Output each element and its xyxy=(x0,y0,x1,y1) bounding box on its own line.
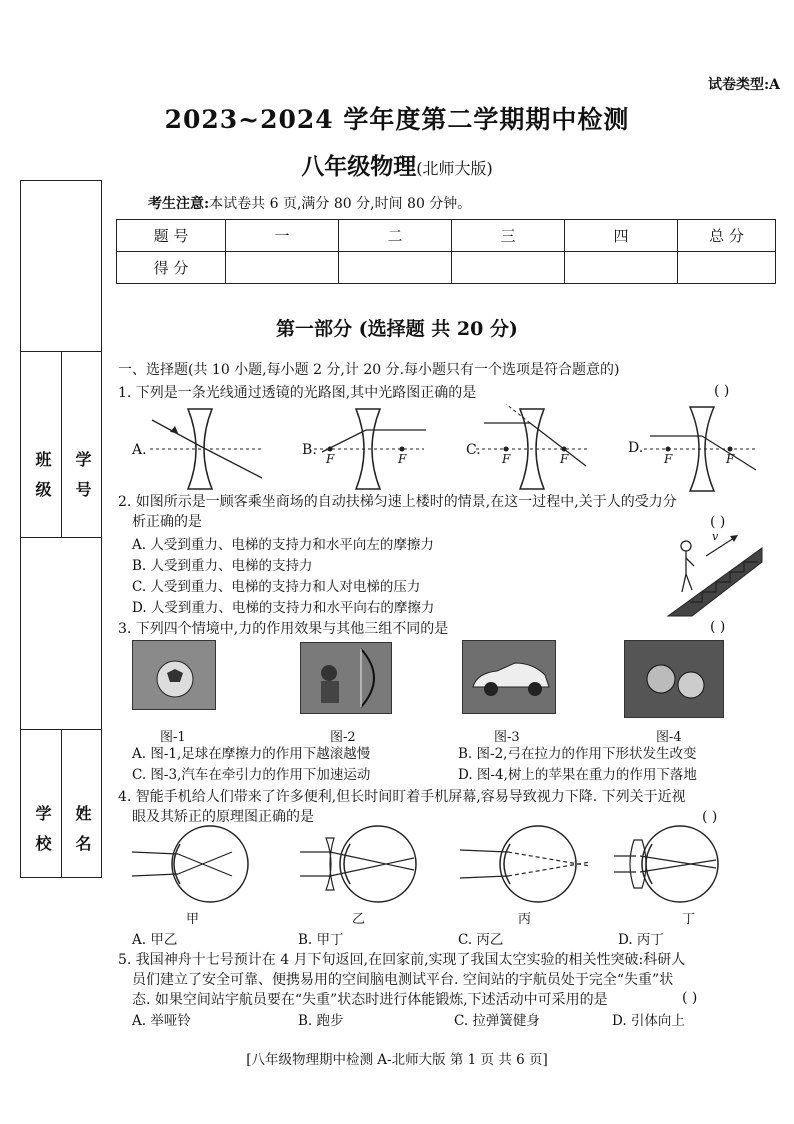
q5-option: B. 跑步 xyxy=(298,1013,344,1029)
eye-caption: 乙 xyxy=(352,912,366,927)
paper-type: 试卷类型:A xyxy=(707,77,780,93)
eye-caption: 甲 xyxy=(186,912,200,927)
score-row-label: 得 分 xyxy=(117,252,226,284)
question-4-stem: 4. 智能手机给人们带来了许多便利,但长时间盯着手机屏幕,容易导致视力下降. 下列关于近视 xyxy=(118,789,686,805)
focus-label: F xyxy=(726,452,735,466)
eye-diagram-yi xyxy=(300,826,416,902)
section-intro: 一、选择题(共 10 小题,每小题 2 分,计 20 分.每小题只有一个选项是符合题意的) xyxy=(118,362,620,378)
q5-option: C. 拉弹簧健身 xyxy=(454,1013,540,1029)
subtitle-main: 八年级物理 xyxy=(301,153,417,180)
q3-option: A. 图-1,足球在摩擦力的作用下越滚越慢 xyxy=(132,746,371,762)
score-cell: 二 xyxy=(339,220,452,252)
score-cell: 四 xyxy=(565,220,678,252)
q2-option: B. 人受到重力、电梯的支持力 xyxy=(132,558,313,574)
answer-bracket: ( ) xyxy=(714,383,730,399)
class-label: 班级 xyxy=(33,451,52,511)
figure-caption: 图-2 xyxy=(330,730,356,745)
question-5-line-1: 5. 我国神舟十七号预计在 4 月下旬返回,在回家前,实现了我国太空实验的相关性突破:科研人 xyxy=(118,952,686,968)
question-2-stem: 2. 如图所示是一顾客乘坐商场的自动扶梯匀速上楼时的情景,在这一过程中,关于人的受力分 xyxy=(118,494,677,510)
focus-label: F xyxy=(664,452,673,466)
focus-label: F xyxy=(398,452,407,466)
question-5-line-3: 态. 如果空间站宇航员要在“失重”状态时进行体能锻炼,下述活动中可采用的是 xyxy=(132,992,608,1008)
school-label: 学校 xyxy=(33,805,52,865)
question-5-line-2: 员们建立了安全可靠、便携易用的空间脑电测试平台. 空间站的宇航员处于完全“失重”状 xyxy=(132,972,674,988)
score-cell: 一 xyxy=(226,220,339,252)
question-1-stem: 1. 下列是一条光线通过透镜的光路图,其中光路图正确的是 xyxy=(118,385,477,401)
page-footer: [八年级物理期中检测 A-北师大版 第 1 页 共 6 页] xyxy=(246,1052,548,1068)
q1-option-label: B. xyxy=(302,442,317,458)
eye-diagram-jia xyxy=(132,826,248,902)
answer-bracket: ( ) xyxy=(710,514,726,530)
q5-option: D. 引体向上 xyxy=(612,1013,685,1029)
focus-label: F xyxy=(560,452,569,466)
notice-label: 考生注意: xyxy=(148,196,210,212)
eye-diagram-bing xyxy=(460,826,590,902)
q2-option: C. 人受到重力、电梯的支持力和人对电梯的压力 xyxy=(132,579,421,595)
eye-caption: 丁 xyxy=(682,912,696,927)
part-heading: 第一部分 (选择题 共 20 分) xyxy=(276,318,518,340)
name-label: 姓名 xyxy=(73,805,92,865)
focus-label: F xyxy=(502,452,511,466)
q1-option-label: C. xyxy=(466,442,481,458)
question-3-stem: 3. 下列四个情境中,力的作用效果与其他三组不同的是 xyxy=(118,621,449,637)
score-cell: 三 xyxy=(452,220,565,252)
velocity-label: v xyxy=(712,530,719,543)
q4-option: A. 甲乙 xyxy=(132,932,178,948)
exam-title: 2023~2024 学年度第二学期期中检测 xyxy=(164,105,630,134)
eye-diagram-ding xyxy=(614,826,718,902)
q3-option: B. 图-2,弓在拉力的作用下形状发生改变 xyxy=(458,746,697,762)
q3-option: C. 图-3,汽车在牵引力的作用下加速运动 xyxy=(132,767,371,783)
q2-option: A. 人受到重力、电梯的支持力和水平向左的摩擦力 xyxy=(132,537,434,553)
q4-option: C. 丙乙 xyxy=(458,932,504,948)
figure-caption: 图-1 xyxy=(160,730,186,745)
q4-option: D. 丙丁 xyxy=(618,932,664,948)
q2-option: D. 人受到重力、电梯的支持力和水平向右的摩擦力 xyxy=(132,600,435,616)
q1-option-label: D. xyxy=(628,440,644,456)
question-4-stem-cont: 眼及其矫正的原理图正确的是 xyxy=(132,809,314,825)
q4-option: B. 甲丁 xyxy=(298,932,344,948)
question-2-stem-cont: 析正确的是 xyxy=(132,514,202,530)
subtitle-edition: (北师大版) xyxy=(416,159,493,178)
focus-label: F xyxy=(326,452,335,466)
answer-bracket: ( ) xyxy=(710,619,726,635)
score-cell: 题 号 xyxy=(117,220,226,252)
q1-option-label: A. xyxy=(132,442,147,458)
figure-caption: 图-4 xyxy=(656,730,682,745)
notice-text: 本试卷共 6 页,满分 80 分,时间 80 分钟。 xyxy=(209,196,472,212)
student-number-label: 学号 xyxy=(73,451,92,511)
q3-option: D. 图-4,树上的苹果在重力的作用下落地 xyxy=(458,767,697,783)
answer-bracket: ( ) xyxy=(702,809,718,825)
figure-caption: 图-3 xyxy=(494,730,520,745)
eye-caption: 丙 xyxy=(518,912,532,927)
q5-option: A. 举哑铃 xyxy=(132,1013,191,1029)
answer-bracket: ( ) xyxy=(682,990,698,1006)
score-cell: 总 分 xyxy=(678,220,776,252)
